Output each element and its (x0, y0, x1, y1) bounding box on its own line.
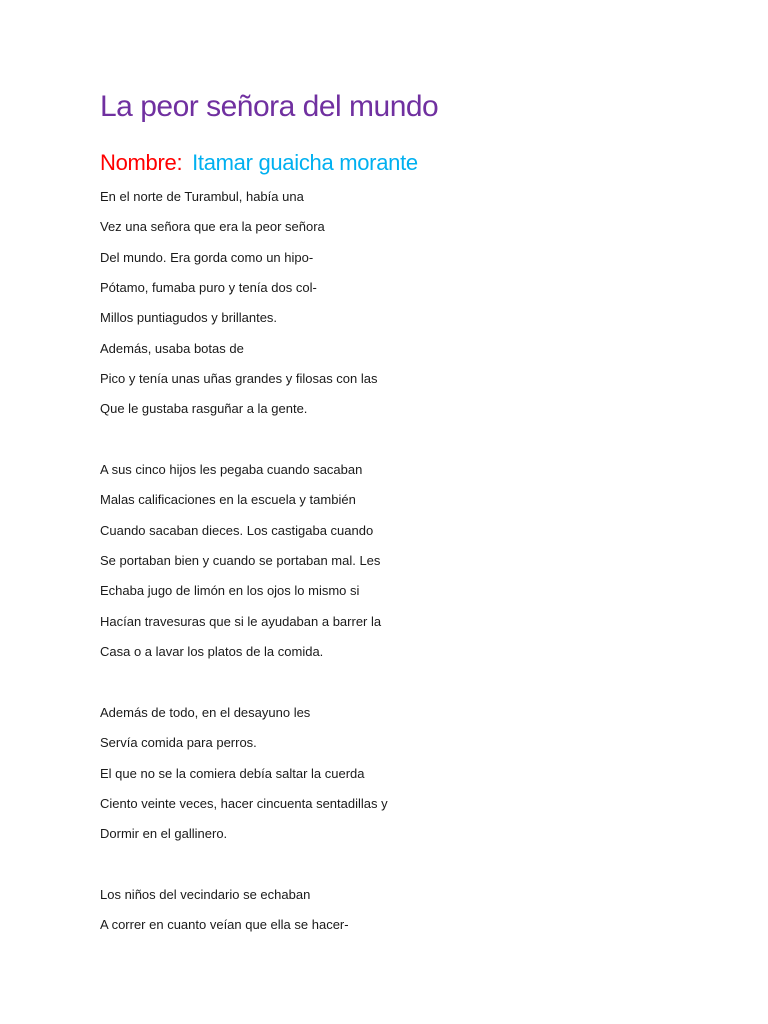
name-label: Nombre: (100, 150, 183, 175)
text-line: Además, usaba botas de (100, 340, 244, 356)
text-line: Servía comida para perros. (100, 735, 257, 751)
text-line: Casa o a lavar los platos de la comida. (100, 644, 324, 660)
paragraph-break (100, 670, 720, 700)
text-line: Además de todo, en el desayuno les (100, 704, 311, 720)
text-line: Los niños del vecindario se echaban (100, 886, 311, 902)
text-line: Se portaban bien y cuando se portaban mal. Les (100, 553, 381, 569)
text-line: Pótamo, fumaba puro y tenía dos col- (100, 280, 317, 296)
text-line: Vez una señora que era la peor señora (100, 219, 325, 235)
text-line: El que no se la comiera debía saltar la cuerda (100, 765, 365, 781)
document-title: La peor señora del mundo (100, 90, 439, 123)
text-line: En el norte de Turambul, había una (100, 189, 304, 204)
author-line (100, 148, 418, 178)
text-line: Cuando sacaban dieces. Los castigaba cuando (100, 522, 374, 538)
text-line: A sus cinco hijos les pegaba cuando sacaban (100, 462, 363, 478)
text-line: Echaba jugo de limón en los ojos lo mismo si (100, 583, 360, 599)
text-line: Malas calificaciones en la escuela y también (100, 492, 356, 508)
text-line: Hacían travesuras que si le ayudaban a barrer la (100, 613, 382, 629)
text-line: Dormir en el gallinero. (100, 826, 228, 842)
text-line: Ciento veinte veces, hacer cincuenta sentadillas y (100, 795, 388, 811)
paragraph-break (100, 852, 720, 882)
text-line: Pico y tenía unas uñas grandes y filosas con las (100, 371, 378, 387)
story-body (100, 184, 720, 943)
text-line: Que le gustaba rasguñar a la gente. (100, 401, 308, 417)
text-line: A correr en cuanto veían que ella se hacer- (100, 917, 349, 933)
text-line: Del mundo. Era gorda como un hipo- (100, 249, 314, 265)
author-name: Itamar guaicha morante (192, 150, 418, 175)
paragraph-break (100, 427, 720, 457)
text-line: Millos puntiagudos y brillantes. (100, 310, 278, 326)
